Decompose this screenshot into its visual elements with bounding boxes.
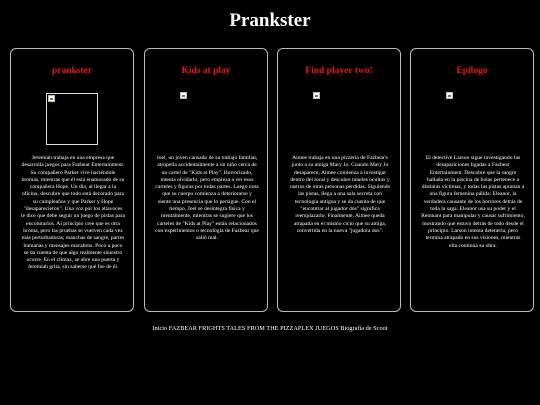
broken-image-icon xyxy=(46,93,98,145)
broken-image-glyph-icon xyxy=(313,92,320,99)
card-title: Kids at play xyxy=(181,66,231,76)
footer-nav xyxy=(0,325,540,332)
broken-image-glyph-icon xyxy=(48,95,55,102)
nav-link-inicio[interactable]: Inicio xyxy=(152,325,168,332)
broken-image-icon xyxy=(179,91,189,101)
story-card-epilogo xyxy=(410,48,534,312)
card-title: Find player two! xyxy=(305,66,373,76)
nav-link-fazbear-frights[interactable]: FAZBEAR FRIGHTS xyxy=(168,325,225,332)
story-card-find-player-two xyxy=(277,48,401,312)
card-text: Joel, un joven cansado de su trabajo familiar, atropella accidentalmente a un niño cerca de un cartel de "Kids at Play". Horrorizado, intenta olvidarlo, pero empieza a ver esos carteles y figuras por todas partes. Luego nota que su cuerpo comienza a deteriorarse y siente una presencia que lo persigue. Con el tiempo, Joel se desintegra física y mentalmente, mientras se sugiere que los carteles de "Kids at Play" están relacionados con experimentos o tecnología de Fazbear que salió mal. xyxy=(155,155,259,242)
nav-link-tales-from-the-pizzaplex[interactable]: TALES FROM THE PIZZAPLEX xyxy=(226,325,314,332)
card-title: Epilogo xyxy=(456,66,488,76)
broken-image-glyph-icon xyxy=(446,92,453,99)
story-card-prankster xyxy=(10,48,134,312)
card-text: Aimee trabaja en una pizzería de Fazbear's junto a su amiga Mary Jo. Cuando Mary Jo desaparece, Aimee comienza a investigar dentro del local y descubre túneles ocultos y rastros de otras personas perdidas. Siguiendo las pistas, llega a una sala secreta con tecnología antigua y se da cuenta de que "encontrar al jugador dos" significa reemplazarlo. Finalmente, Aimee queda atrapada en el mismo ciclo que su amiga, convertida en la nueva "jugadora dos". xyxy=(289,155,391,234)
broken-image-icon xyxy=(312,91,322,101)
page-title: Prankster xyxy=(229,10,311,31)
card-text: El detective Larson sigue investigando las desapariciones ligadas a Fazbear Entertainment. Descubre que la sangre hallada en la piscina de bolas pertenece a distintas víctimas, y todas las pistas apuntan a una figura femenina pálida: Eleanor, la verdadera causante de los horrores detrás de toda la saga. Eleanor usa su poder y el Remnant para manipular y causar sufrimiento, mostrando que estuvo detrás de todo desde el principio. Larson intenta detenerla, pero termina atrapado en sus visiones, mientras ella continúa su obra. xyxy=(421,155,525,249)
card-text: Jeremiah trabaja en una empresa que desarrolla juegos para Fazbear Entertainment. Su compañero Parker vive haciéndole bromas, mientras que él está enamorado de su compañera Hope. Un día, al llegar a la oficina, descubre que todo está decorado para su cumpleaños y que Parker y Hope "desaparecieron". Una voz por los altavoces le dice que debe seguir un juego de pistas para encontrarlos. Al principio cree que es otra broma, pero las pruebas se vuelven cada vez más perturbadoras; manchas de sangre, partes humanas y mensajes macabros. Poco a poco se da cuenta de que algo realmente siniestro ocurre. En el clímax, se abre una puerta y Jeremiah grita, sin saberse qué fue de él. xyxy=(21,155,125,271)
nav-link-biografia-de-scoot[interactable]: Biografía de Scoot xyxy=(340,325,388,332)
card-title: prankster xyxy=(51,66,93,76)
nav-link-juegos[interactable]: JUEGOS xyxy=(315,325,339,332)
broken-image-icon xyxy=(445,91,455,101)
broken-image-glyph-icon xyxy=(180,92,187,99)
story-card-kids-at-play xyxy=(144,48,268,312)
